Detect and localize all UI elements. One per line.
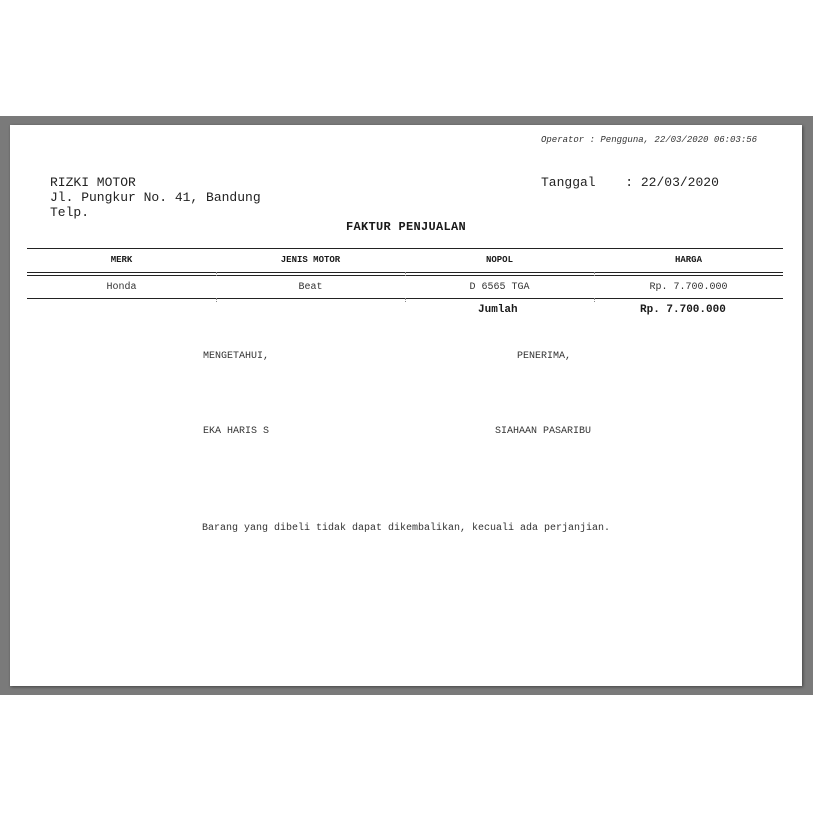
total-label: Jumlah — [478, 304, 518, 316]
column-divider — [594, 272, 595, 276]
footer-note: Barang yang dibeli tidak dapat dikembalikan, kecuali ada perjanjian. — [201, 523, 611, 534]
cell-jenis-motor: Beat — [298, 282, 323, 293]
invoice-title: FAKTUR PENJUALAN — [345, 220, 467, 234]
operator-info: Operator : Pengguna, 22/03/2020 06:03:56 — [541, 135, 758, 145]
signature-right-name: SIAHAAN PASARIBU — [495, 426, 592, 437]
column-divider — [594, 298, 595, 302]
column-divider — [216, 298, 217, 302]
invoice-date — [541, 175, 719, 190]
column-header-jenis-motor: JENIS MOTOR — [280, 255, 341, 265]
date-value: 22/03/2020 — [640, 175, 719, 190]
column-divider — [405, 272, 406, 276]
column-divider — [216, 272, 217, 276]
date-label: Tanggal — [541, 175, 596, 190]
column-divider — [405, 298, 406, 302]
date-separator: : — [625, 175, 634, 190]
total-value: Rp. 7.700.000 — [640, 304, 726, 316]
signature-left-label: MENGETAHUI, — [203, 351, 270, 362]
signature-left-name: EKA HARIS S — [203, 426, 270, 437]
column-header-harga: HARGA — [674, 255, 702, 265]
company-block — [50, 175, 261, 220]
cell-harga: Rp. 7.700.000 — [649, 282, 728, 293]
cell-nopol: D 6565 TGA — [469, 282, 530, 293]
table-top-rule — [27, 248, 783, 249]
company-address: Jl. Pungkur No. 41, Bandung — [50, 190, 261, 205]
cell-merk: Honda — [106, 282, 137, 293]
company-phone: Telp. — [50, 205, 90, 220]
signature-right-label: PENERIMA, — [517, 351, 572, 362]
invoice-page — [10, 125, 802, 686]
column-header-merk: MERK — [110, 255, 133, 265]
column-header-nopol: NOPOL — [485, 255, 513, 265]
company-name: RIZKI MOTOR — [50, 175, 136, 190]
